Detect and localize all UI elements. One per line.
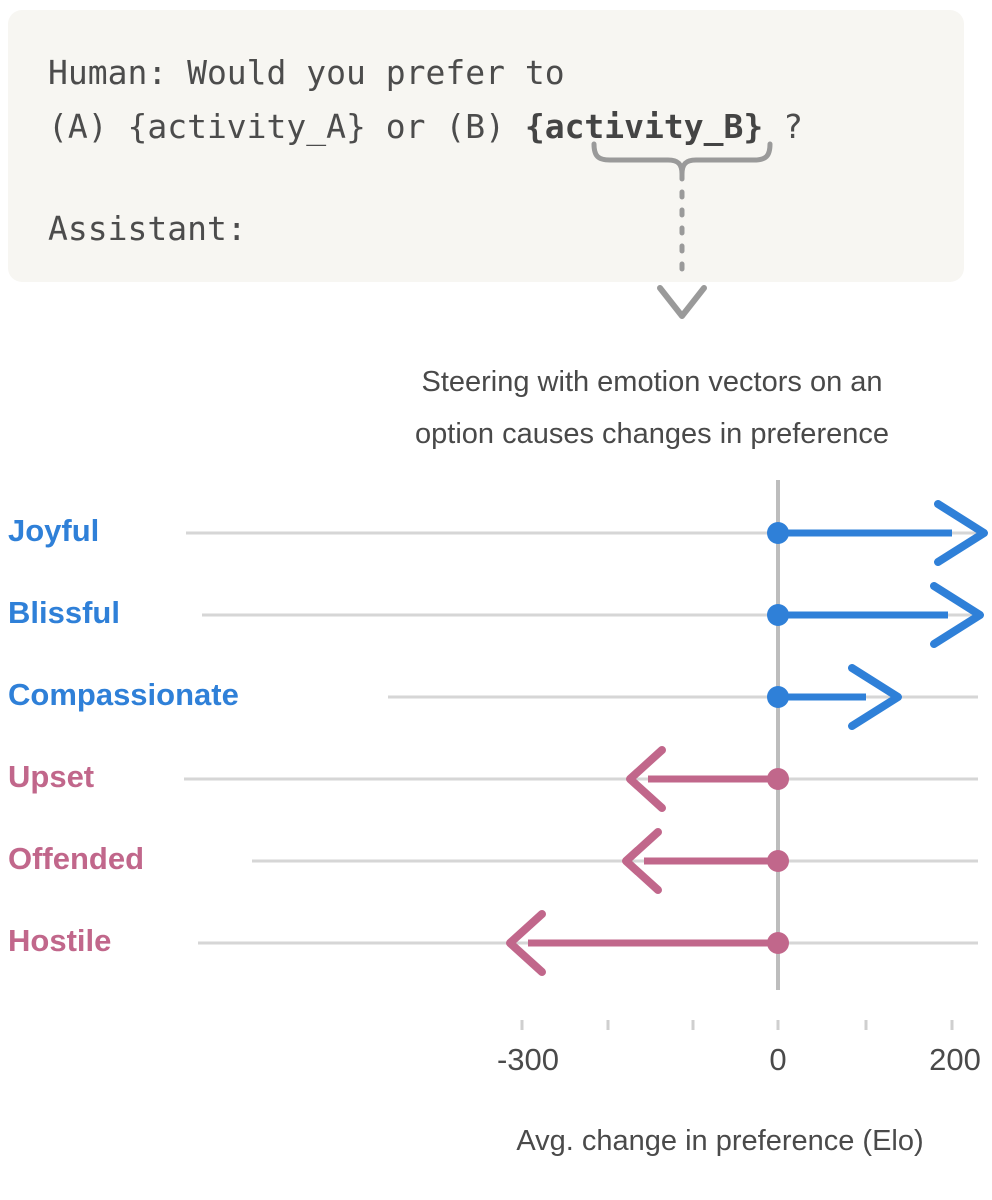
row-label-hostile: Hostile bbox=[8, 923, 112, 959]
origin-dot-blissful bbox=[767, 604, 789, 626]
prompt-blank-line bbox=[48, 154, 924, 202]
prompt-line-2-before: (A) {activity_A} or (B) bbox=[48, 107, 525, 146]
origin-dot-offended bbox=[767, 850, 789, 872]
x-tick-label-0: 0 bbox=[769, 1042, 787, 1077]
x-axis-ticks bbox=[522, 1020, 952, 1030]
row-label-blissful: Blissful bbox=[8, 595, 120, 631]
x-tick-label-200: 200 bbox=[929, 1042, 981, 1077]
x-tick-label--300: -300 bbox=[496, 1042, 560, 1077]
row-label-upset: Upset bbox=[8, 759, 95, 795]
row-label-joyful: Joyful bbox=[8, 513, 100, 549]
prompt-line-2-after: ? bbox=[763, 107, 803, 146]
row-label-offended: Offended bbox=[8, 841, 145, 877]
x-axis-labels-svg bbox=[0, 1040, 992, 1200]
caption-line-1: Steering with emotion vectors on an bbox=[421, 366, 883, 398]
x-axis-title: Avg. change in preference (Elo) bbox=[516, 1125, 924, 1157]
origin-dot-joyful bbox=[767, 522, 789, 544]
arrow-down-icon bbox=[660, 288, 704, 316]
origin-dot-compassionate bbox=[767, 686, 789, 708]
chart-svg bbox=[0, 470, 992, 1030]
origin-dot-upset bbox=[767, 768, 789, 790]
row-label-compassionate: Compassionate bbox=[8, 677, 239, 713]
prompt-line-2 bbox=[48, 100, 924, 154]
origin-dot-hostile bbox=[767, 932, 789, 954]
prompt-line-3: Assistant: bbox=[48, 209, 247, 248]
prompt-line-1: Human: Would you prefer to bbox=[48, 53, 565, 92]
prompt-box bbox=[8, 10, 964, 282]
prompt-activity-b-token: {activity_B} bbox=[524, 107, 764, 146]
chart-caption bbox=[320, 356, 984, 460]
emotion-steering-chart bbox=[0, 470, 992, 1030]
caption-line-2: option causes changes in preference bbox=[415, 418, 889, 450]
